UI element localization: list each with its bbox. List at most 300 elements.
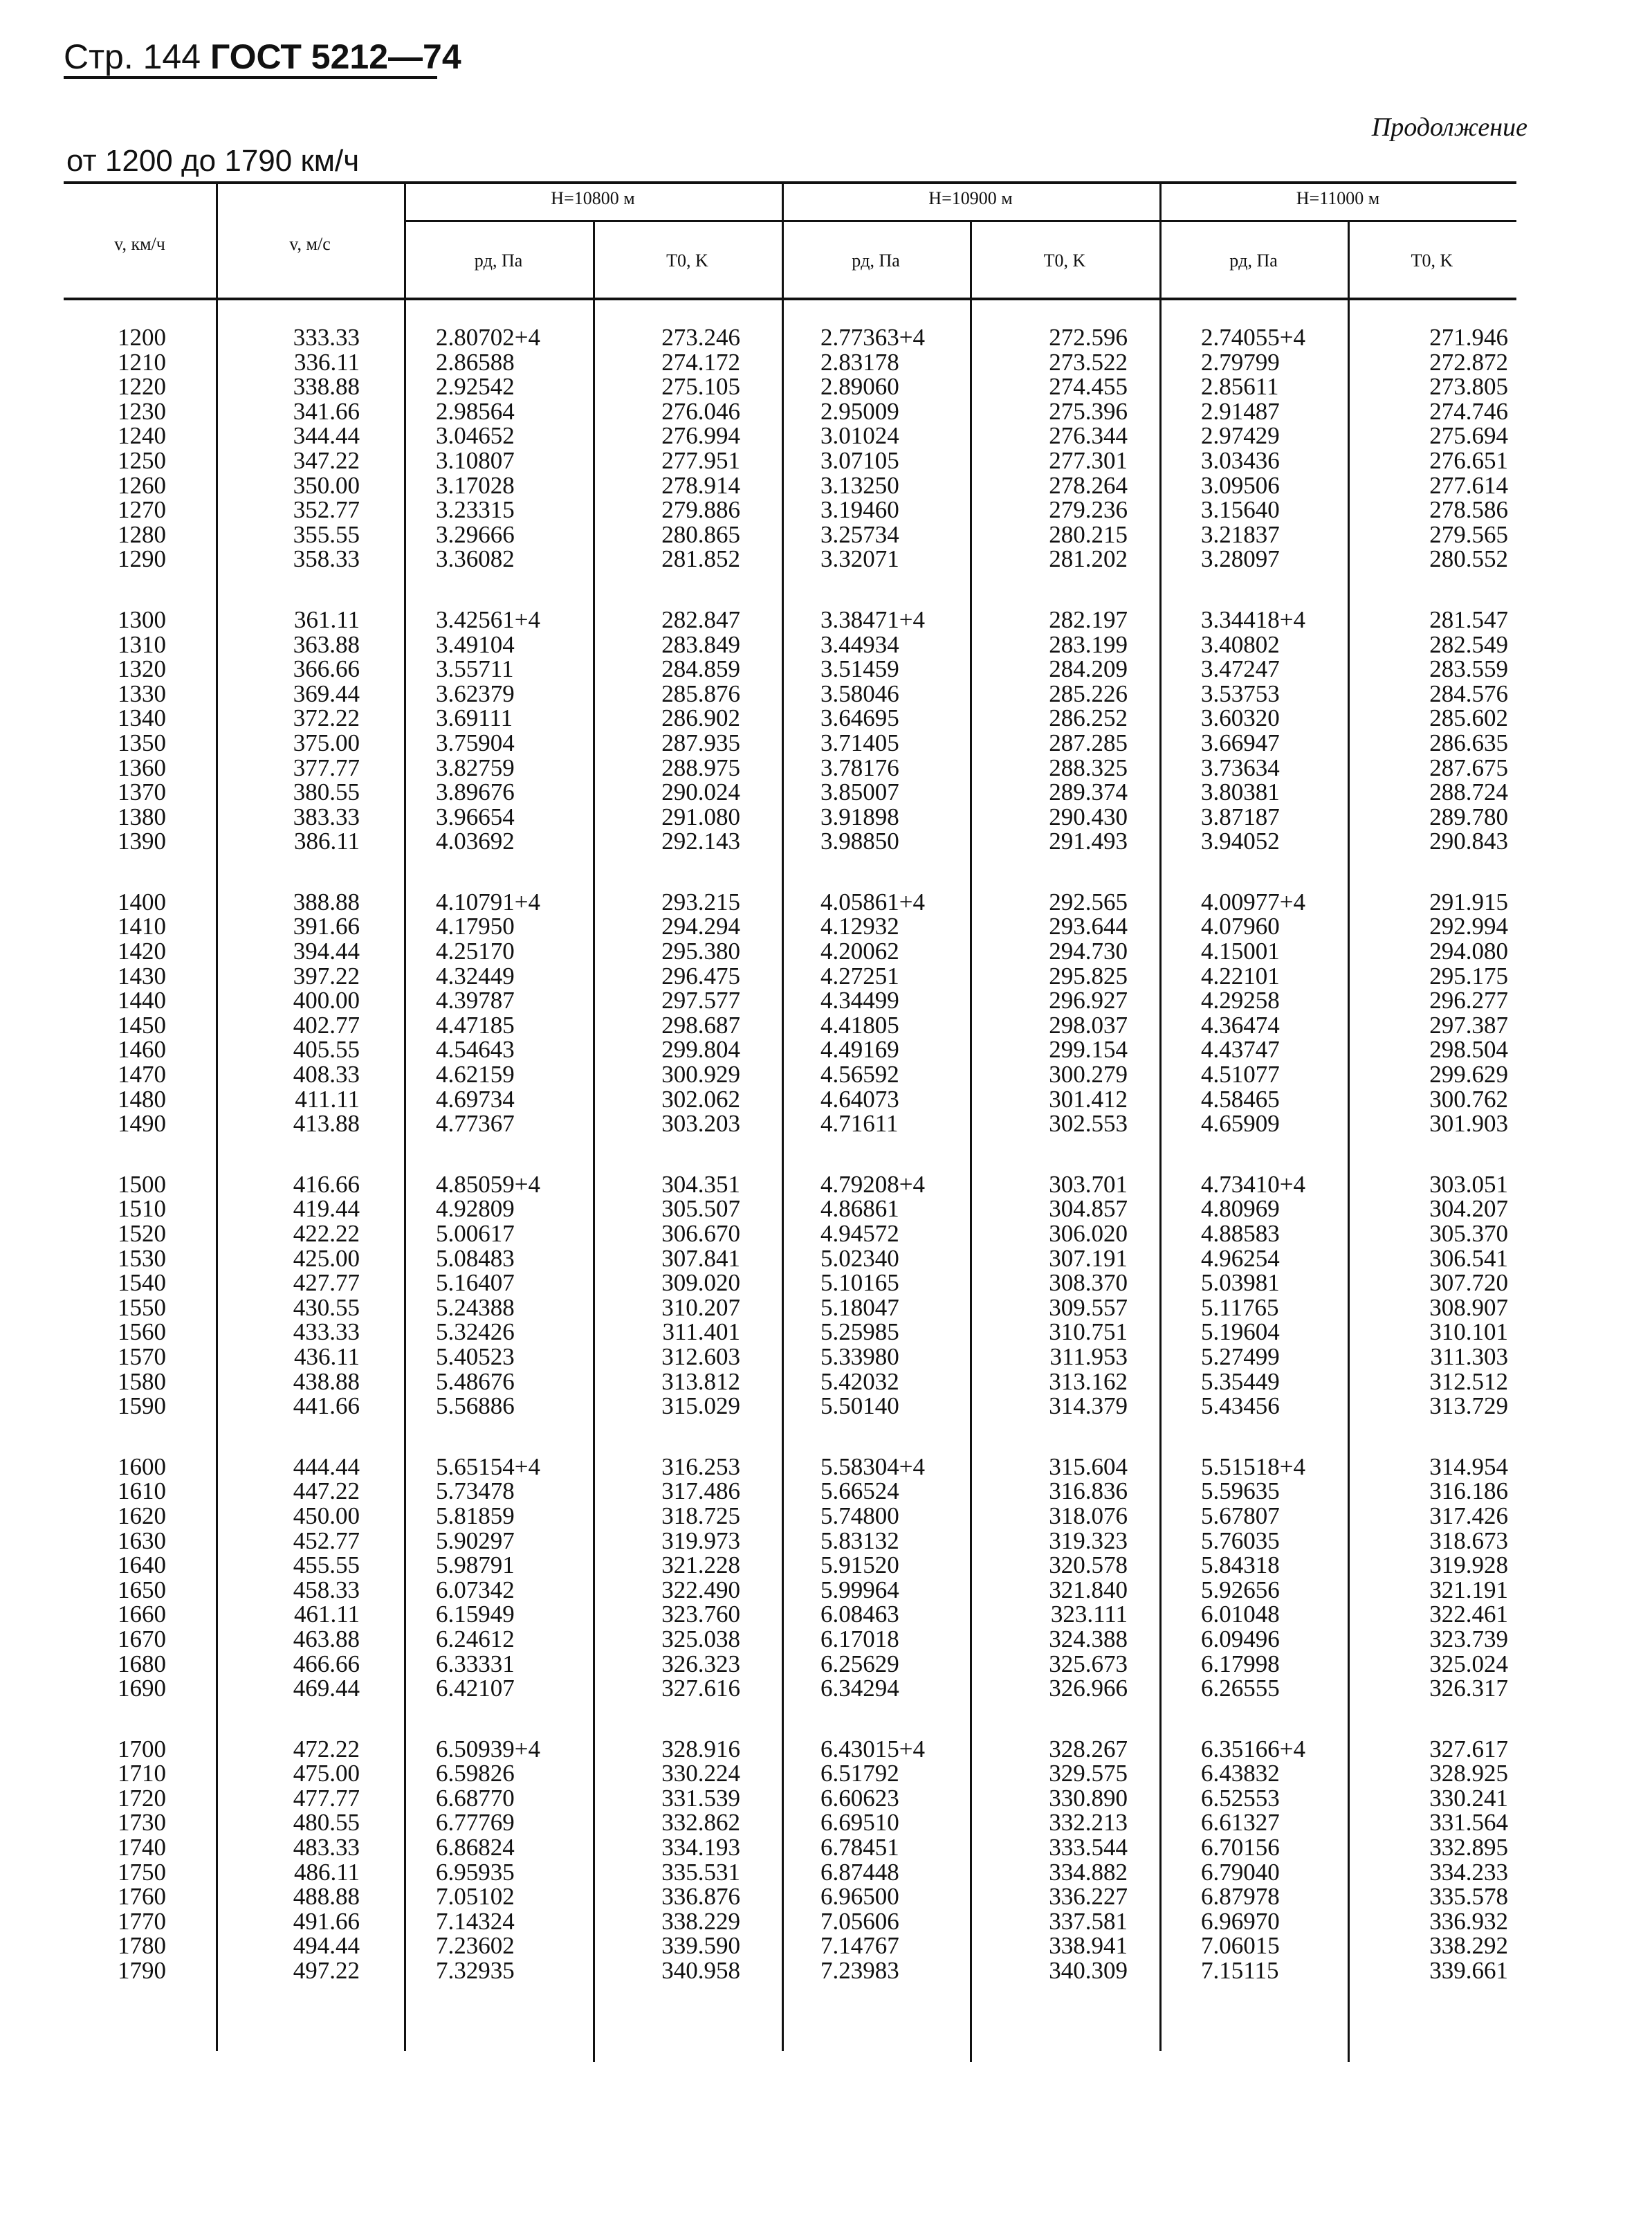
table-cell: 328.925 bbox=[1429, 1760, 1508, 1787]
table-cell: 318.673 bbox=[1429, 1527, 1508, 1554]
table-cell: 4.51077 bbox=[1201, 1061, 1280, 1089]
row-group bbox=[1201, 890, 1346, 1136]
table-cell: 4.65909 bbox=[1201, 1110, 1280, 1138]
table-cell: 463.88 bbox=[293, 1625, 360, 1652]
table-cell: 4.80969 bbox=[1201, 1195, 1280, 1223]
row-group bbox=[982, 1172, 1128, 1419]
table-cell: 278.264 bbox=[1049, 471, 1128, 499]
table-cell: 3.36082 bbox=[436, 545, 515, 573]
column-pressure-11000 bbox=[1201, 325, 1346, 1983]
table-cell: 1760 bbox=[118, 1883, 166, 1911]
table-cell: 318.725 bbox=[661, 1502, 740, 1529]
table-cell: 334.882 bbox=[1049, 1858, 1128, 1886]
table-cell: 5.76035 bbox=[1201, 1527, 1280, 1554]
table-cell: 3.47247 bbox=[1201, 655, 1280, 683]
table-cell: 325.038 bbox=[661, 1625, 740, 1652]
table-cell: 3.73634 bbox=[1201, 754, 1280, 781]
table-cell: 2.92542 bbox=[436, 373, 515, 401]
table-cell: 5.10165 bbox=[820, 1269, 899, 1297]
table-cell: 284.859 bbox=[661, 655, 740, 683]
table-cell: 3.82759 bbox=[436, 754, 515, 781]
table-cell: 274.746 bbox=[1429, 397, 1508, 425]
table-cell: 1600 bbox=[118, 1453, 166, 1480]
table-cell: 272.596 bbox=[1049, 324, 1128, 351]
column-divider bbox=[404, 183, 406, 2051]
table-cell: 1530 bbox=[118, 1244, 166, 1272]
row-group bbox=[1370, 1455, 1508, 1701]
table-cell: 1280 bbox=[118, 520, 166, 548]
table-cell: 7.14767 bbox=[820, 1932, 899, 1960]
table-cell: 292.143 bbox=[661, 828, 740, 855]
table-cell: 303.051 bbox=[1429, 1170, 1508, 1198]
row-group bbox=[820, 890, 966, 1136]
table-cell: 4.05861+4 bbox=[820, 888, 925, 916]
table-cell: 4.34499 bbox=[820, 987, 899, 1014]
table-cell: 4.27251 bbox=[820, 962, 899, 990]
table-cell: 277.614 bbox=[1429, 471, 1508, 499]
table-cell: 284.209 bbox=[1049, 655, 1128, 683]
table-cell: 306.020 bbox=[1049, 1220, 1128, 1247]
table-cell: 4.69734 bbox=[436, 1085, 515, 1113]
row-group bbox=[609, 1455, 740, 1701]
table-cell: 361.11 bbox=[294, 605, 360, 633]
column-divider bbox=[593, 221, 595, 2062]
table-cell: 308.907 bbox=[1429, 1293, 1508, 1321]
table-cell: 325.673 bbox=[1049, 1650, 1128, 1677]
table-cell: 3.32071 bbox=[820, 545, 899, 573]
continued-label: Продолжение bbox=[1371, 113, 1527, 142]
table-cell: 293.644 bbox=[1049, 913, 1128, 940]
table-cell: 286.252 bbox=[1049, 704, 1128, 732]
table-cell: 306.541 bbox=[1429, 1244, 1508, 1272]
table-cell: 4.32449 bbox=[436, 962, 515, 990]
table-cell: 4.92809 bbox=[436, 1195, 515, 1223]
table-cell: 4.88583 bbox=[1201, 1220, 1280, 1247]
table-cell: 1640 bbox=[118, 1551, 166, 1579]
table-cell: 277.951 bbox=[661, 446, 740, 474]
table-cell: 455.55 bbox=[293, 1551, 360, 1579]
table-cell: 278.586 bbox=[1429, 496, 1508, 524]
row-group bbox=[1370, 1737, 1508, 1983]
table-cell: 302.553 bbox=[1049, 1110, 1128, 1138]
table-cell: 5.67807 bbox=[1201, 1502, 1280, 1529]
table-cell: 332.895 bbox=[1429, 1834, 1508, 1861]
table-cell: 3.69111 bbox=[436, 704, 513, 732]
row-group bbox=[609, 1172, 740, 1419]
row-group bbox=[820, 1737, 966, 1983]
table-cell: 416.66 bbox=[293, 1170, 360, 1198]
table-cell: 6.78451 bbox=[820, 1834, 899, 1861]
table-cell: 452.77 bbox=[293, 1527, 360, 1554]
page-header bbox=[64, 36, 461, 78]
column-divider bbox=[970, 221, 972, 2062]
table-cell: 6.87978 bbox=[1201, 1883, 1280, 1911]
table-cell: 313.729 bbox=[1429, 1392, 1508, 1420]
table-cell: 1740 bbox=[118, 1834, 166, 1861]
table-cell: 2.86588 bbox=[436, 348, 515, 376]
table-cell: 331.539 bbox=[661, 1784, 740, 1812]
table-cell: 3.96654 bbox=[436, 803, 515, 830]
table-cell: 5.84318 bbox=[1201, 1551, 1280, 1579]
row-group bbox=[436, 1455, 581, 1701]
table-cell: 336.11 bbox=[294, 348, 360, 376]
table-cell: 328.916 bbox=[661, 1735, 740, 1763]
table-cell: 4.77367 bbox=[436, 1110, 515, 1138]
table-cell: 5.91520 bbox=[820, 1551, 899, 1579]
table-cell: 3.03436 bbox=[1201, 446, 1280, 474]
column-temperature-10900 bbox=[982, 325, 1128, 1983]
table-cell: 1700 bbox=[118, 1735, 166, 1763]
table-cell: 441.66 bbox=[293, 1392, 360, 1420]
table-cell: 6.52553 bbox=[1201, 1784, 1280, 1812]
table-cell: 311.953 bbox=[1049, 1342, 1128, 1370]
table-cell: 461.11 bbox=[294, 1601, 360, 1628]
table-cell: 1610 bbox=[118, 1477, 166, 1505]
table-cell: 5.59635 bbox=[1201, 1477, 1280, 1505]
table-cell: 3.42561+4 bbox=[436, 605, 540, 633]
table-cell: 6.60623 bbox=[820, 1784, 899, 1812]
table-cell: 3.94052 bbox=[1201, 828, 1280, 855]
table-cell: 324.388 bbox=[1049, 1625, 1128, 1652]
table-cell: 304.207 bbox=[1429, 1195, 1508, 1223]
table-cell: 497.22 bbox=[293, 1957, 360, 1985]
table-cell: 338.88 bbox=[293, 373, 360, 401]
table-cell: 430.55 bbox=[293, 1293, 360, 1321]
table-cell: 1790 bbox=[118, 1957, 166, 1985]
table-cell: 336.227 bbox=[1049, 1883, 1128, 1911]
table-cell: 296.475 bbox=[661, 962, 740, 990]
table-cell: 3.09506 bbox=[1201, 471, 1280, 499]
table-cell: 4.10791+4 bbox=[436, 888, 540, 916]
table-cell: 5.25985 bbox=[820, 1318, 899, 1346]
table-cell: 5.08483 bbox=[436, 1244, 515, 1272]
table-cell: 6.68770 bbox=[436, 1784, 515, 1812]
table-cell: 5.43456 bbox=[1201, 1392, 1280, 1420]
table-cell: 7.14324 bbox=[436, 1907, 515, 1935]
table-cell: 273.522 bbox=[1049, 348, 1128, 376]
table-cell: 278.914 bbox=[661, 471, 740, 499]
table-cell: 5.98791 bbox=[436, 1551, 515, 1579]
table-cell: 291.080 bbox=[661, 803, 740, 830]
table-cell: 1220 bbox=[118, 373, 166, 401]
table-cell: 6.24612 bbox=[436, 1625, 515, 1652]
table-cell: 4.41805 bbox=[820, 1011, 899, 1039]
table-cell: 397.22 bbox=[293, 962, 360, 990]
table-cell: 287.285 bbox=[1049, 729, 1128, 756]
table-cell: 1400 bbox=[118, 888, 166, 916]
row-group bbox=[1370, 890, 1508, 1136]
table-cell: 319.973 bbox=[661, 1527, 740, 1554]
table-cell: 427.77 bbox=[293, 1269, 360, 1297]
table-cell: 7.23983 bbox=[820, 1957, 899, 1985]
column-divider bbox=[1348, 221, 1350, 2062]
table-cell: 281.202 bbox=[1049, 545, 1128, 573]
table-cell: 1380 bbox=[118, 803, 166, 830]
row-group bbox=[83, 1737, 166, 1983]
table-cell: 3.98850 bbox=[820, 828, 899, 855]
table-cell: 279.886 bbox=[661, 496, 740, 524]
table-cell: 317.426 bbox=[1429, 1502, 1508, 1529]
table-cell: 5.16407 bbox=[436, 1269, 515, 1297]
table-cell: 2.89060 bbox=[820, 373, 899, 401]
table-cell: 5.58304+4 bbox=[820, 1453, 925, 1480]
table-cell: 330.224 bbox=[661, 1760, 740, 1787]
table-cell: 4.79208+4 bbox=[820, 1170, 925, 1198]
table-cell: 350.00 bbox=[293, 471, 360, 499]
table-cell: 4.47185 bbox=[436, 1011, 515, 1039]
table-cell: 422.22 bbox=[293, 1220, 360, 1247]
row-group bbox=[83, 1172, 166, 1419]
table-cell: 5.03981 bbox=[1201, 1269, 1280, 1297]
row-group bbox=[436, 1737, 581, 1983]
table-cell: 1340 bbox=[118, 704, 166, 732]
table-cell: 276.651 bbox=[1429, 446, 1508, 474]
table-cell: 1720 bbox=[118, 1784, 166, 1812]
table-cell: 284.576 bbox=[1429, 680, 1508, 707]
table-cell: 4.39787 bbox=[436, 987, 515, 1014]
table-cell: 340.958 bbox=[661, 1957, 740, 1985]
table-cell: 315.604 bbox=[1049, 1453, 1128, 1480]
header-temperature: T0, K bbox=[666, 251, 708, 271]
table-cell: 5.73478 bbox=[436, 1477, 515, 1505]
table-cell: 276.344 bbox=[1049, 422, 1128, 450]
table-cell: 332.862 bbox=[661, 1809, 740, 1837]
table-cell: 281.547 bbox=[1429, 605, 1508, 633]
header-underline bbox=[64, 76, 437, 79]
table-header-bottom-rule bbox=[64, 298, 1516, 300]
table-cell: 4.64073 bbox=[820, 1085, 899, 1113]
table-cell: 286.902 bbox=[661, 704, 740, 732]
table-cell: 282.847 bbox=[661, 605, 740, 633]
header-temperature: T0, K bbox=[1411, 251, 1453, 271]
table-cell: 283.559 bbox=[1429, 655, 1508, 683]
table-cell: 302.062 bbox=[661, 1085, 740, 1113]
table-cell: 1490 bbox=[118, 1110, 166, 1138]
table-cell: 486.11 bbox=[294, 1858, 360, 1886]
table-cell: 313.812 bbox=[661, 1367, 740, 1395]
table-cell: 4.85059+4 bbox=[436, 1170, 540, 1198]
table-cell: 6.43832 bbox=[1201, 1760, 1280, 1787]
table-cell: 433.33 bbox=[293, 1318, 360, 1346]
table-cell: 405.55 bbox=[293, 1036, 360, 1064]
table-cell: 1360 bbox=[118, 754, 166, 781]
table-cell: 447.22 bbox=[293, 1477, 360, 1505]
table-cell: 3.89676 bbox=[436, 778, 515, 806]
table-cell: 333.544 bbox=[1049, 1834, 1128, 1861]
table-cell: 1300 bbox=[118, 605, 166, 633]
table-cell: 1250 bbox=[118, 446, 166, 474]
table-cell: 286.635 bbox=[1429, 729, 1508, 756]
table-cell: 1470 bbox=[118, 1061, 166, 1089]
table-cell: 6.79040 bbox=[1201, 1858, 1280, 1886]
table-cell: 1200 bbox=[118, 324, 166, 351]
table-cell: 282.549 bbox=[1429, 630, 1508, 658]
table-cell: 315.029 bbox=[661, 1392, 740, 1420]
table-cell: 3.25734 bbox=[820, 520, 899, 548]
row-group bbox=[263, 1172, 360, 1419]
row-group bbox=[436, 605, 581, 855]
table-cell: 294.080 bbox=[1429, 938, 1508, 965]
table-cell: 472.22 bbox=[293, 1735, 360, 1763]
table-cell: 7.05102 bbox=[436, 1883, 515, 1911]
table-cell: 4.07960 bbox=[1201, 913, 1280, 940]
table-cell: 1240 bbox=[118, 422, 166, 450]
table-cell: 408.33 bbox=[293, 1061, 360, 1089]
table-cell: 338.941 bbox=[1049, 1932, 1128, 1960]
table-cell: 4.03692 bbox=[436, 828, 515, 855]
table-cell: 1590 bbox=[118, 1392, 166, 1420]
table-cell: 292.565 bbox=[1049, 888, 1128, 916]
table-cell: 1460 bbox=[118, 1036, 166, 1064]
table-cell: 297.577 bbox=[661, 987, 740, 1014]
table-cell: 4.25170 bbox=[436, 938, 515, 965]
table-cell: 6.70156 bbox=[1201, 1834, 1280, 1861]
row-group bbox=[83, 605, 166, 855]
table-cell: 3.38471+4 bbox=[820, 605, 925, 633]
table-cell: 319.928 bbox=[1429, 1551, 1508, 1579]
table-cell: 293.215 bbox=[661, 888, 740, 916]
table-cell: 7.15115 bbox=[1201, 1957, 1279, 1985]
table-cell: 296.277 bbox=[1429, 987, 1508, 1014]
table-cell: 6.15949 bbox=[436, 1601, 515, 1628]
table-cell: 436.11 bbox=[294, 1342, 360, 1370]
table-cell: 4.73410+4 bbox=[1201, 1170, 1305, 1198]
table-cell: 279.565 bbox=[1429, 520, 1508, 548]
table-cell: 1750 bbox=[118, 1858, 166, 1886]
table-cell: 288.975 bbox=[661, 754, 740, 781]
table-cell: 2.97429 bbox=[1201, 422, 1280, 450]
table-cell: 3.58046 bbox=[820, 680, 899, 707]
table-cell: 295.825 bbox=[1049, 962, 1128, 990]
table-cell: 4.15001 bbox=[1201, 938, 1280, 965]
table-cell: 307.191 bbox=[1049, 1244, 1128, 1272]
header-v-ms: v, м/с bbox=[289, 234, 331, 254]
table-cell: 340.309 bbox=[1049, 1957, 1128, 1985]
table-cell: 3.51459 bbox=[820, 655, 899, 683]
table-cell: 1570 bbox=[118, 1342, 166, 1370]
table-cell: 3.78176 bbox=[820, 754, 899, 781]
table-cell: 4.20062 bbox=[820, 938, 899, 965]
row-group bbox=[820, 605, 966, 855]
table-cell: 1770 bbox=[118, 1907, 166, 1935]
table-cell: 6.42107 bbox=[436, 1675, 515, 1702]
table-cell: 303.701 bbox=[1049, 1170, 1128, 1198]
table-cell: 3.23315 bbox=[436, 496, 515, 524]
table-cell: 3.07105 bbox=[820, 446, 899, 474]
table-cell: 304.857 bbox=[1049, 1195, 1128, 1223]
table-cell: 3.80381 bbox=[1201, 778, 1280, 806]
table-cell: 6.87448 bbox=[820, 1858, 899, 1886]
table-cell: 388.88 bbox=[293, 888, 360, 916]
table-cell: 469.44 bbox=[293, 1675, 360, 1702]
table-cell: 326.317 bbox=[1429, 1675, 1508, 1702]
table-cell: 391.66 bbox=[293, 913, 360, 940]
table-cell: 310.751 bbox=[1049, 1318, 1128, 1346]
table-cell: 299.629 bbox=[1429, 1061, 1508, 1089]
table-cell: 321.191 bbox=[1429, 1576, 1508, 1603]
table-cell: 335.531 bbox=[661, 1858, 740, 1886]
table-cell: 320.578 bbox=[1049, 1551, 1128, 1579]
table-cell: 4.54643 bbox=[436, 1036, 515, 1064]
table-cell: 4.62159 bbox=[436, 1061, 515, 1089]
table-cell: 488.88 bbox=[293, 1883, 360, 1911]
table-cell: 322.490 bbox=[661, 1576, 740, 1603]
table-cell: 3.10807 bbox=[436, 446, 515, 474]
table-cell: 2.95009 bbox=[820, 397, 899, 425]
table-cell: 4.22101 bbox=[1201, 962, 1280, 990]
table-cell: 306.670 bbox=[661, 1220, 740, 1247]
table-cell: 7.06015 bbox=[1201, 1932, 1280, 1960]
table-cell: 5.83132 bbox=[820, 1527, 899, 1554]
table-cell: 295.380 bbox=[661, 938, 740, 965]
table-cell: 319.323 bbox=[1049, 1527, 1128, 1554]
table-cell: 314.954 bbox=[1429, 1453, 1508, 1480]
row-group bbox=[982, 1737, 1128, 1983]
table-cell: 1540 bbox=[118, 1269, 166, 1297]
table-cell: 419.44 bbox=[293, 1195, 360, 1223]
row-group bbox=[982, 1455, 1128, 1701]
table-cell: 480.55 bbox=[293, 1809, 360, 1837]
table-cell: 323.111 bbox=[1050, 1601, 1128, 1628]
column-pressure-10800 bbox=[436, 325, 581, 1983]
table-cell: 312.512 bbox=[1429, 1367, 1508, 1395]
table-cell: 1390 bbox=[118, 828, 166, 855]
row-group bbox=[263, 1455, 360, 1701]
table-cell: 383.33 bbox=[293, 803, 360, 830]
row-group bbox=[1201, 1172, 1346, 1419]
table-cell: 4.56592 bbox=[820, 1061, 899, 1089]
table-cell: 281.852 bbox=[661, 545, 740, 573]
table-cell: 289.780 bbox=[1429, 803, 1508, 830]
table-cell: 6.01048 bbox=[1201, 1601, 1280, 1628]
row-group bbox=[820, 1455, 966, 1701]
table-cell: 1500 bbox=[118, 1170, 166, 1198]
table-cell: 325.024 bbox=[1429, 1650, 1508, 1677]
table-cell: 276.046 bbox=[661, 397, 740, 425]
table-cell: 339.590 bbox=[661, 1932, 740, 1960]
table-cell: 277.301 bbox=[1049, 446, 1128, 474]
table-cell: 402.77 bbox=[293, 1011, 360, 1039]
table-cell: 491.66 bbox=[293, 1907, 360, 1935]
header-pressure: pд, Па bbox=[852, 251, 900, 271]
table-cell: 275.105 bbox=[661, 373, 740, 401]
table-cell: 1420 bbox=[118, 938, 166, 965]
table-cell: 1650 bbox=[118, 1576, 166, 1603]
table-cell: 3.13250 bbox=[820, 471, 899, 499]
table-cell: 334.233 bbox=[1429, 1858, 1508, 1886]
table-cell: 1370 bbox=[118, 778, 166, 806]
table-cell: 2.77363+4 bbox=[820, 324, 925, 351]
table-cell: 287.675 bbox=[1429, 754, 1508, 781]
row-group bbox=[982, 605, 1128, 855]
table-cell: 298.037 bbox=[1049, 1011, 1128, 1039]
table-cell: 317.486 bbox=[661, 1477, 740, 1505]
table-cell: 331.564 bbox=[1429, 1809, 1508, 1837]
table-cell: 1230 bbox=[118, 397, 166, 425]
column-speed-kmh bbox=[83, 325, 166, 1983]
table-cell: 400.00 bbox=[293, 987, 360, 1014]
table-cell: 444.44 bbox=[293, 1453, 360, 1480]
table-cell: 6.33331 bbox=[436, 1650, 515, 1677]
table-cell: 2.85611 bbox=[1201, 373, 1279, 401]
table-cell: 288.325 bbox=[1049, 754, 1128, 781]
table-cell: 295.175 bbox=[1429, 962, 1508, 990]
table-cell: 274.455 bbox=[1049, 373, 1128, 401]
table-cell: 6.77769 bbox=[436, 1809, 515, 1837]
table-cell: 3.29666 bbox=[436, 520, 515, 548]
table-cell: 290.430 bbox=[1049, 803, 1128, 830]
table-cell: 4.29258 bbox=[1201, 987, 1280, 1014]
